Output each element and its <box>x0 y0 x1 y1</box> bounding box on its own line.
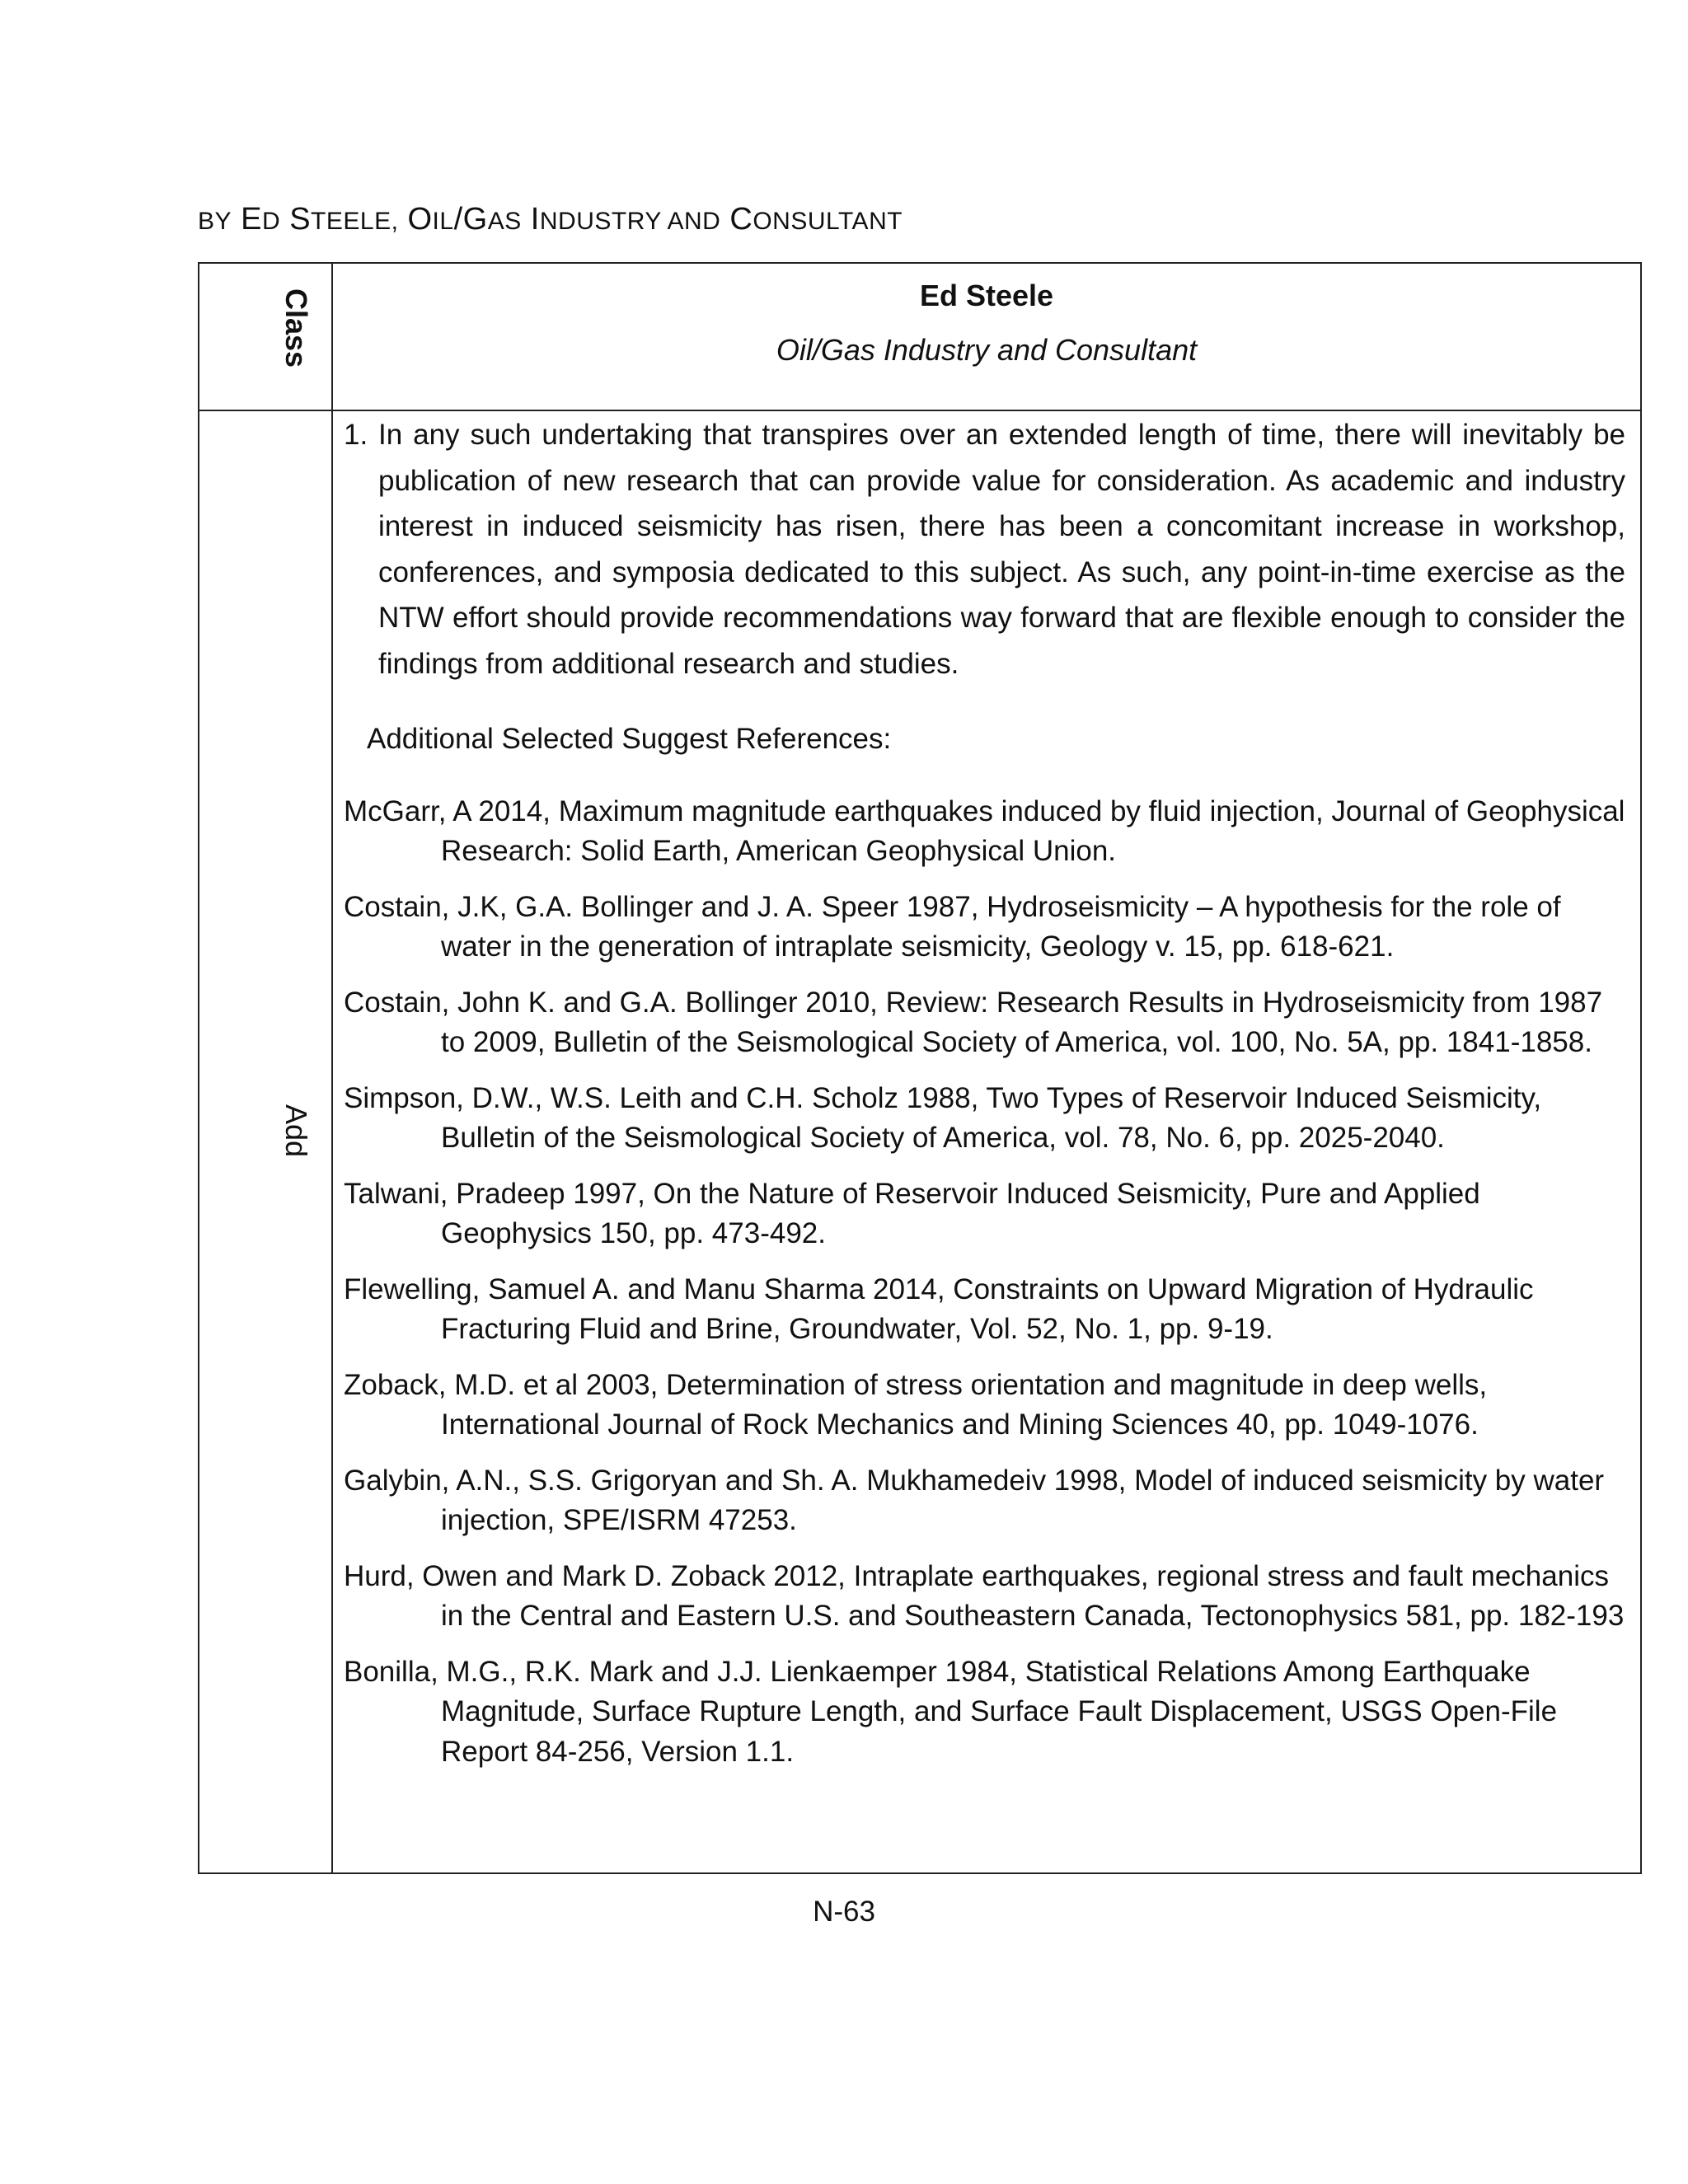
running-head: BY ED STEELE, OIL/GAS INDUSTRY AND CONSULTANT <box>198 202 903 237</box>
running-head-by: BY <box>198 208 232 235</box>
commenter-organization: Oil/Gas Industry and Consultant <box>776 333 1198 367</box>
row-divider <box>199 410 1640 411</box>
class-column-header: Class <box>279 288 313 368</box>
reference-item: Galybin, A.N., S.S. Grigoryan and Sh. A. Mukhamedeiv 1998, Model of induced seismicity by water injection, SPE/ISRM 47253. <box>344 1464 1605 1536</box>
reference-item: Costain, John K. and G.A. Bollinger 2010, Review: Research Results in Hydroseismicity from 1987 to 2009, Bulletin of the Seismological Society of America, vol. 100, No. 5A, pp. 1841-1858. <box>344 986 1603 1058</box>
reference-list <box>344 792 1625 1773</box>
comment-text: In any such undertaking that transpires over an extended length of time, there will inevitably be publication of new research that can provide value for consideration. As academic and industry interest in induced seismicity has risen, there has been a concomitant increase in workshop, conferences, and symposia dedicated to this subject. As such, any point-in-time exercise as the NTW effort should provide recommendations way forward that are flexible enough to consider the findings from additional research and studies. <box>378 419 1625 680</box>
commenter-name: Ed Steele <box>919 279 1054 312</box>
comment-table <box>198 262 1642 1874</box>
reference-item: Flewelling, Samuel A. and Manu Sharma 2014, Constraints on Upward Migration of Hydraulic Fracturing Fluid and Brine, Groundwater, Vol. 52, No. 1, pp. 9-19. <box>344 1272 1534 1345</box>
reference-item: McGarr, A 2014, Maximum magnitude earthquakes induced by fluid injection, Journal of Geophysical Research: Solid Earth, American Geophysical Union. <box>344 794 1625 867</box>
reference-item: Bonilla, M.G., R.K. Mark and J.J. Lienkaemper 1984, Statistical Relations Among Earthquake Magnitude, Surface Rupture Length, and Surface Fault Displacement, USGS Open-File Report 84-256, Version 1.1. <box>344 1655 1558 1768</box>
comment-body <box>344 412 1625 1788</box>
comment-paragraph <box>344 412 1625 687</box>
references-heading: Additional Selected Suggest References: <box>367 723 892 755</box>
column-divider <box>331 264 333 1872</box>
row-class-label: Add <box>279 1104 313 1158</box>
reference-item: Costain, J.K, G.A. Bollinger and J. A. Speer 1987, Hydroseismicity – A hypothesis for the role of water in the generation of intraplate seismicity, Geology v. 15, pp. 618-621. <box>344 890 1561 963</box>
reference-item: Talwani, Pradeep 1997, On the Nature of Reservoir Induced Seismicity, Pure and Applied Geophysics 150, pp. 473-492. <box>344 1177 1480 1249</box>
page-number: N-63 <box>813 1896 875 1928</box>
comment-number: 1. <box>344 419 368 451</box>
reference-item: Zoback, M.D. et al 2003, Determination of stress orientation and magnitude in deep wells, International Journal of Rock Mechanics and Mining Sciences 40, pp. 1049-1076. <box>344 1368 1488 1441</box>
reference-item: Hurd, Owen and Mark D. Zoback 2012, Intraplate earthquakes, regional stress and fault mechanics in the Central and Eastern U.S. and Southeastern Canada, Tectonophysics 581, pp. 182-193 <box>344 1559 1625 1632</box>
reference-item: Simpson, D.W., W.S. Leith and C.H. Scholz 1988, Two Types of Reservoir Induced Seismicity, Bulletin of the Seismological Society of America, vol. 78, No. 6, pp. 2025-2040. <box>344 1081 1542 1154</box>
